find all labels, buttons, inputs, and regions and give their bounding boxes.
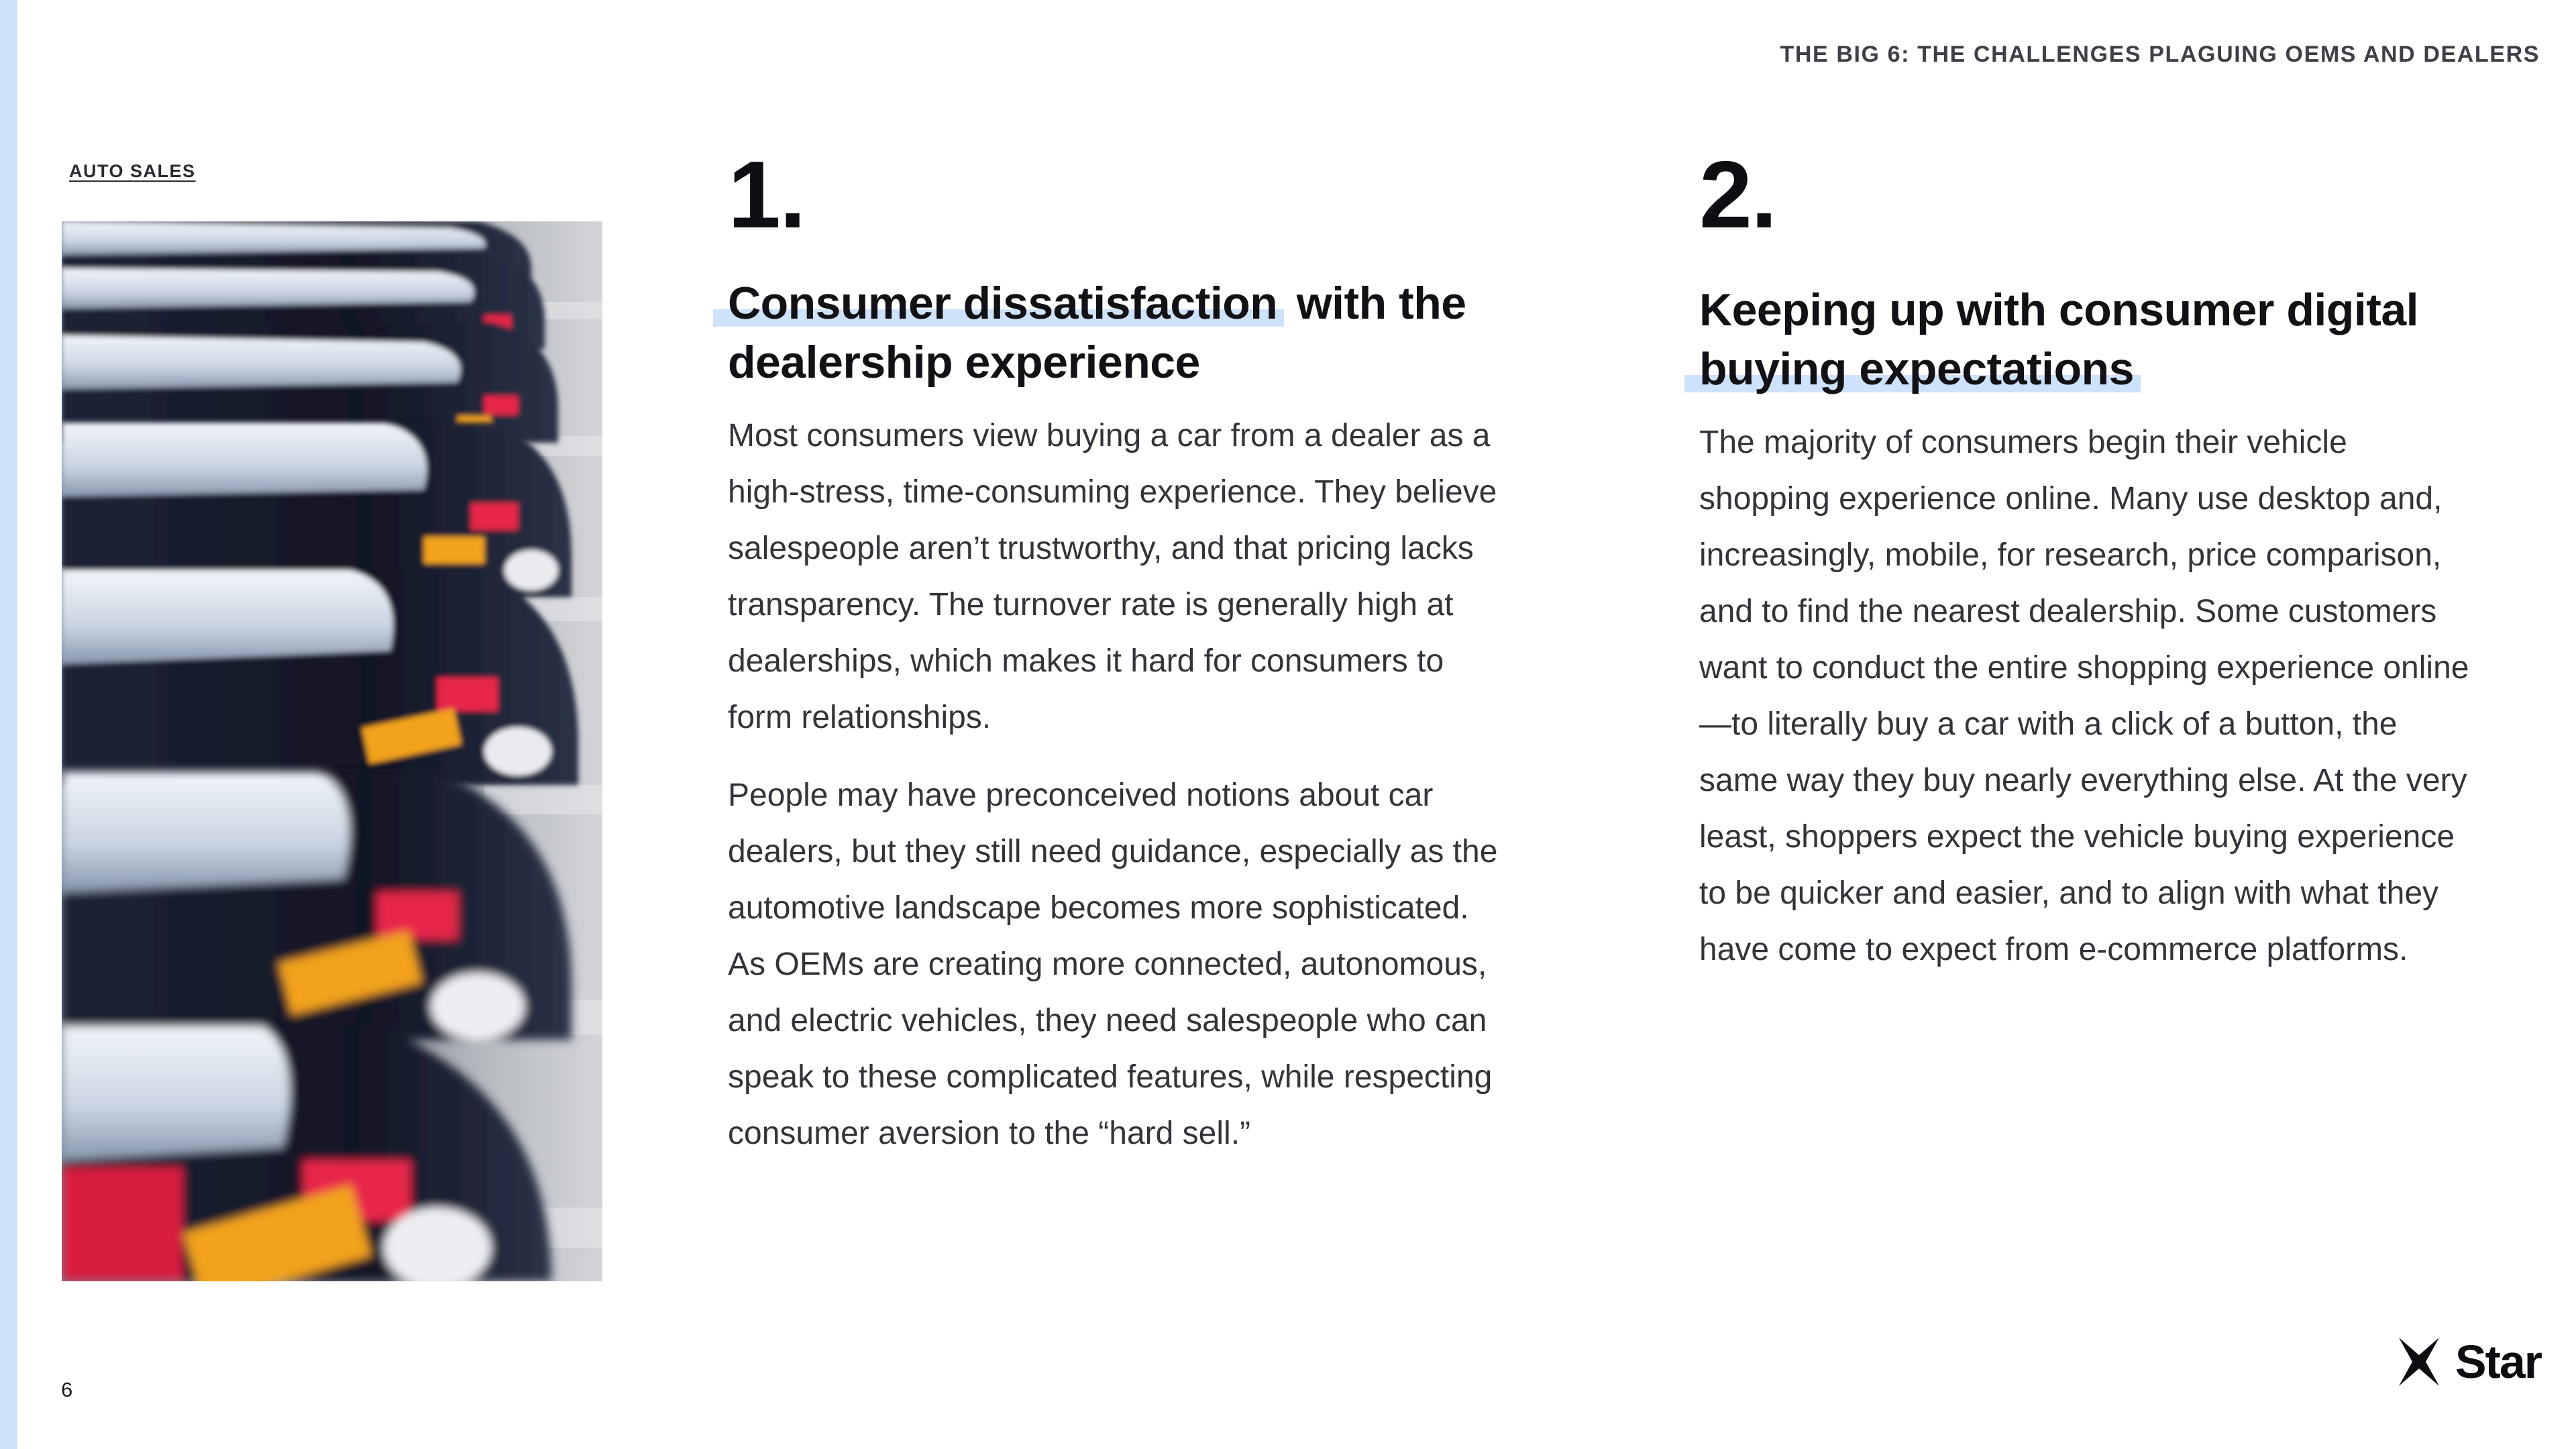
challenge-1-heading-highlight: Consumer dissatisfaction — [713, 278, 1284, 329]
left-accent-stripe — [0, 0, 17, 1449]
star-burst-logo-icon — [2392, 1335, 2446, 1389]
page-number: 6 — [61, 1378, 73, 1401]
challenge-2-paragraph-1: The majority of consumers begin their vehicle shopping experience online. Many use desktop and, increasingly, mobile, for research, price comparison, and to find the nearest dealership. Some customers want to conduct the entire shopping experience online—to literally buy a car with a click of a button, the same way they buy nearly everything else. At the very least, shoppers expect the vehicle buying experience to be quicker and easier, and to align with what they have come to expect from e-commerce platforms. — [1699, 425, 2469, 967]
challenge-1-paragraph-2: People may have preconceived notions about car dealers, but they still need guidance, especially as the automotive landscape becomes more sophisticated. As OEMs are creating more connected, autonomous, and electric vehicles, they need salespeople who can speak to these complicated features, while respecting consumer aversion to the “hard sell.” — [728, 777, 1498, 1151]
challenge-2-heading-lead: Keeping up with consumer digital — [1699, 284, 2419, 335]
challenge-1-column — [728, 142, 1499, 1162]
running-header: THE BIG 6: THE CHALLENGES PLAGUING OEMS AND DEALERS — [1780, 42, 2540, 67]
brand-logo — [2392, 1335, 2541, 1389]
challenge-2-number: 2. — [1699, 142, 1776, 248]
challenge-2-column — [1699, 142, 2471, 978]
challenge-1-heading — [728, 274, 1499, 392]
challenge-2-heading-highlight: buying expectations — [1684, 343, 2141, 394]
challenge-1-number: 1. — [728, 142, 805, 248]
section-tag: AUTO SALES — [69, 161, 196, 181]
challenge-1-heading-rest: with the dealership experience — [728, 278, 1466, 388]
cars-photo — [62, 221, 602, 1281]
challenge-2-heading — [1699, 280, 2471, 398]
brand-name: Star — [2455, 1336, 2541, 1388]
challenge-1-paragraph-1: Most consumers view buying a car from a dealer as a high-stress, time-consuming experience. They believe salespeople aren’t trustworthy, and that pricing lacks transparency. The turnover rate is generally high at dealerships, which makes it hard for consumers to form relationships. — [728, 418, 1497, 735]
